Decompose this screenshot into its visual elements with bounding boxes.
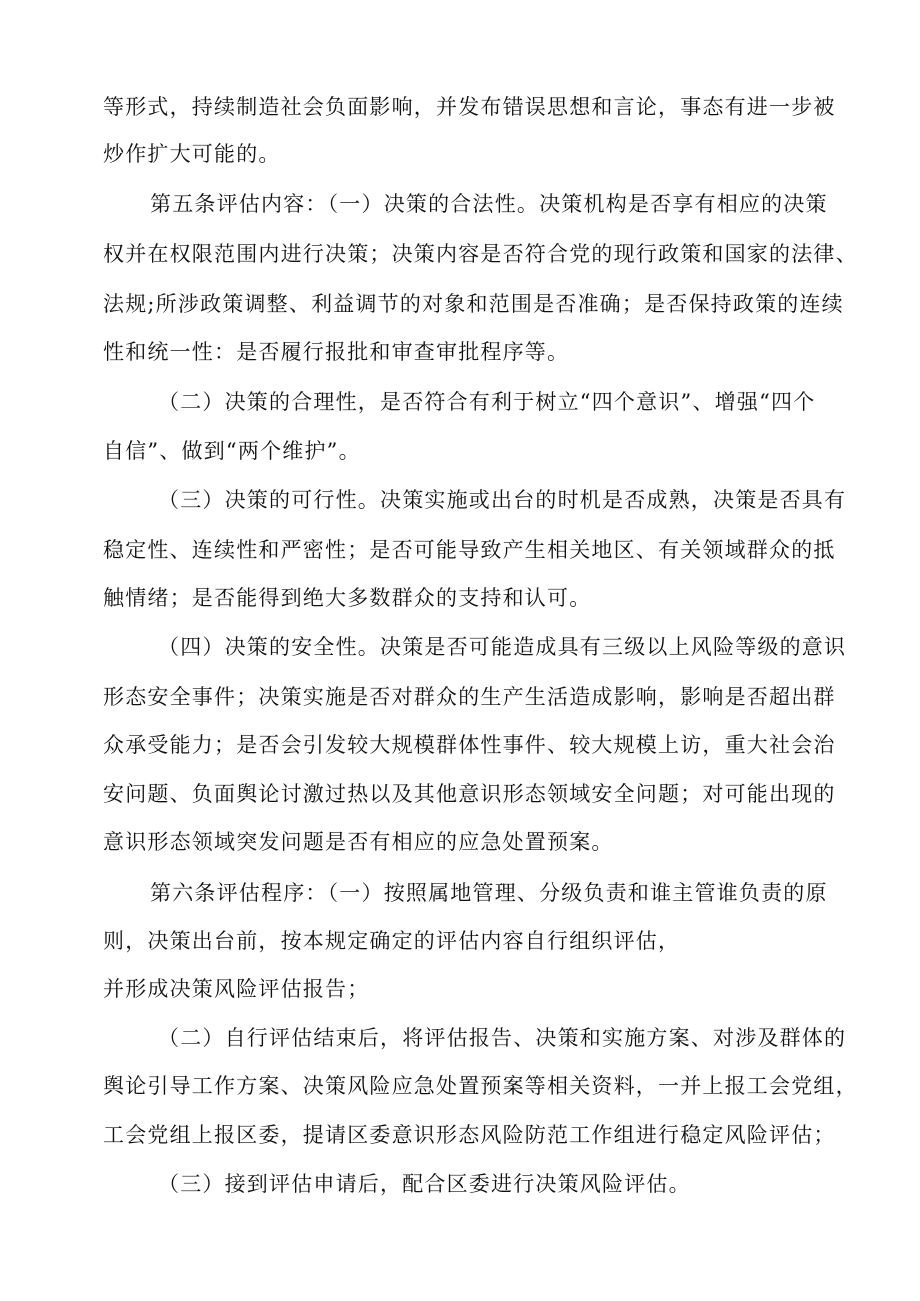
text-line: 舆论引导工作方案、决策风险应急处置预案等相关资料，一并上报工会党组，: [103, 1074, 858, 1098]
text-line: 性和统一性：是否履行报批和审查审批程序等。: [103, 340, 570, 364]
text-line: （三）决策的可行性。决策实施或出台的时机是否成熟，决策是否具有: [158, 488, 847, 512]
text-line: 形态安全事件；决策实施是否对群众的生产生活造成影响，影响是否超出群: [103, 685, 836, 709]
text-line: 安问题、负面舆论讨激过热以及其他意识形态领域安全问题；对可能出现的: [103, 782, 836, 806]
text-line: 稳定性、连续性和严密性；是否可能导致产生相关地区、有关领域群众的抵: [103, 538, 836, 562]
text-line: 自信”、做到“两个维护”。: [103, 439, 361, 463]
text-line: 权并在权限范围内进行决策；决策内容是否符合党的现行政策和国家的法律、: [103, 242, 858, 266]
text-line: 触情绪；是否能得到绝大多数群众的支持和认可。: [103, 586, 592, 610]
text-line: 工会党组上报区委，提请区委意识形态风险防范工作组进行稳定风险评估；: [103, 1123, 836, 1147]
text-line: （二）自行评估结束后，将评估报告、决策和实施方案、对涉及群体的: [158, 1026, 847, 1050]
text-line: （四）决策的安全性。决策是否可能造成具有三级以上风险等级的意识: [158, 635, 847, 659]
text-line: 等形式，持续制造社会负面影响，并发布错误思想和言论，事态有进一步被: [103, 95, 836, 119]
article-5-heading-line: 第五条评估内容：（一）决策的合法性。决策机构是否享有相应的决策: [150, 192, 828, 216]
text-line: 法规;所涉政策调整、利益调节的对象和范围是否准确；是否保持政策的连续: [103, 292, 844, 316]
text-line: 众承受能力；是否会引发较大规模群体性事件、较大规模上访，重大社会治: [103, 733, 836, 757]
text-line: （三）接到评估申请后，配合区委进行决策风险评估。: [158, 1172, 691, 1196]
article-6-heading-line: 第六条评估程序：（一）按照属地管理、分级负责和谁主管谁负责的原: [150, 881, 828, 905]
text-line: 并形成决策风险评估报告；: [103, 977, 370, 1001]
text-line: 炒作扩大可能的。: [103, 142, 281, 166]
text-line: （二）决策的合理性，是否符合有利于树立“四个意识”、增强“四个: [158, 390, 816, 414]
text-line: 则，决策出台前，按本规定确定的评估内容自行组织评估，: [103, 929, 681, 953]
text-line: 意识形态领域突发问题是否有相应的应急处置预案。: [103, 830, 614, 854]
